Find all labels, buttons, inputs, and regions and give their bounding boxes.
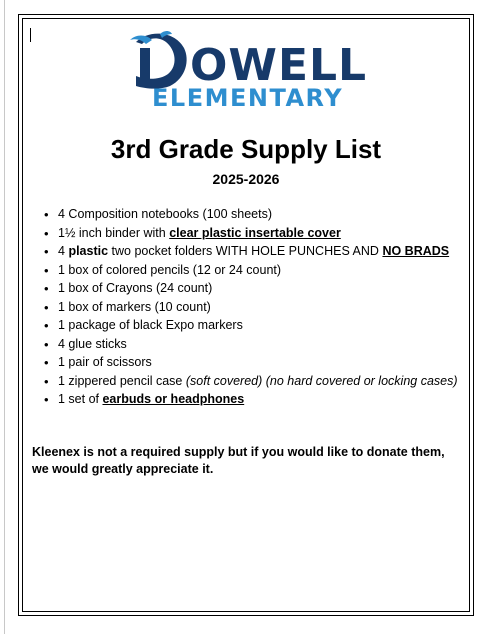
list-item: • 4 plastic two pocket folders WITH HOLE PUNCHES AND NO BRADS: [42, 243, 462, 260]
list-item: • 1 box of markers (10 count): [42, 299, 462, 316]
logo-elementary-text: ELEMENTARY: [152, 84, 344, 112]
list-item: • 1 box of Crayons (24 count): [42, 280, 462, 297]
dolphin-d-icon: [126, 28, 190, 90]
list-item: • 4 Composition notebooks (100 sheets): [42, 206, 462, 223]
page-edge-rule: [4, 0, 5, 634]
list-item: • 1 zippered pencil case (soft covered) (no hard covered or locking cases): [42, 373, 462, 390]
list-item: • 1 set of earbuds or headphones: [42, 391, 462, 408]
page-title: 3rd Grade Supply List: [110, 134, 382, 164]
list-item: • 1 package of black Expo markers: [42, 317, 462, 334]
list-item: • 1 pair of scissors: [42, 354, 462, 371]
list-item: • 4 glue sticks: [42, 336, 462, 353]
logo-owell-text: OWELL: [190, 40, 368, 91]
school-year: 2025-2026: [212, 171, 280, 187]
donation-note: Kleenex is not a required supply but if you would like to donate them, we would greatly appreciate it.: [32, 445, 445, 476]
list-item: • 1½ inch binder with clear plastic insertable cover: [42, 225, 462, 242]
school-logo: [124, 26, 374, 112]
text-cursor: [30, 28, 31, 42]
supply-list: [42, 206, 462, 410]
list-item: • 1 box of colored pencils (12 or 24 count): [42, 262, 462, 279]
logo-top-row: [126, 26, 368, 91]
